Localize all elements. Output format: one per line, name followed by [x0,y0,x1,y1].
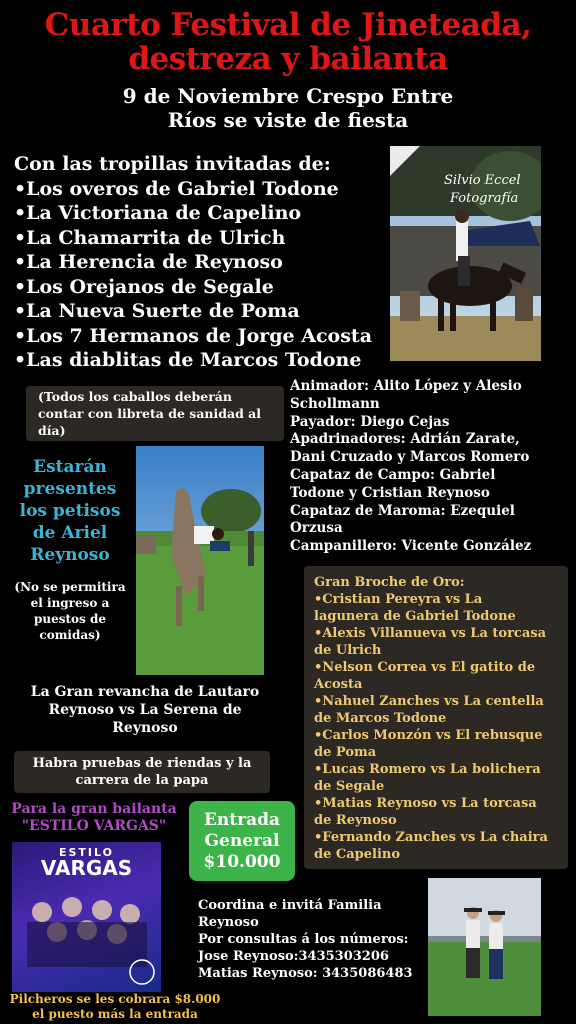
troupe-item: •La Chamarrita de Ulrich [14,226,286,249]
broche-line: •Cristian Pereyra vs La [314,592,483,607]
troupe-item: •Los overos de Gabriel Todone [14,177,339,200]
contact-info [198,897,428,982]
cast-line: Payador: Diego Cejas [290,413,450,430]
festival-title-line1: Cuarto Festival de Jineteada, [44,7,532,43]
broche-line: •Carlos Monzón vs El rebusque [314,728,543,743]
petisos-line: Estarán [33,457,107,477]
bailanta-band-name: "ESTILO VARGAS" [21,818,167,834]
festival-date-line2: Ríos se viste de fiesta [167,108,409,132]
pilcheros-line: Pilcheros se les cobrara $8.000 [9,992,221,1006]
petisos-line: los petisos [19,501,121,521]
festival-date-line1: 9 de Noviembre Crespo Entre [122,84,454,108]
contact-line: Coordina e invitá Familia [198,898,382,913]
troupes-list [14,152,394,373]
estilo-vargas-poster [12,842,161,992]
entrada-price: $10.000 [203,851,281,872]
watermark-name: Silvio Eccel [444,173,521,188]
festival-title-line2: destreza y bailanta [128,41,448,77]
cast-line: Dani Cruzado y Marcos Romero [290,449,530,466]
revancha-line: La Gran revancha de Lautaro [30,684,260,700]
watermark-fotografia: Fotografía [450,191,519,206]
broche-line: Acosta [314,677,363,692]
petisos-line: presentes [23,479,117,499]
revancha-line: Reynoso vs La Serena de [48,702,242,718]
cast-line: Apadrinadores: Adrián Zarate, [290,431,520,448]
troupe-item: •Los 7 Hermanos de Jorge Acosta [14,324,373,347]
broche-line: de Reynoso [314,813,397,828]
broche-line: de Capelino [314,847,401,862]
troupe-item: •La Herencia de Reynoso [14,251,283,273]
no-food-stalls-note [14,579,126,643]
broche-line: •Nahuel Zanches vs La centella [314,694,544,709]
contact-phone: Matias Reynoso: 3435086483 [198,966,413,981]
broche-line: •Fernando Zanches vs La chaira [314,830,548,845]
cast-line: Capataz de Campo: Gabriel [290,466,496,483]
nopermite-line: el ingreso a [30,596,110,610]
broche-line: de Marcos Todone [314,711,447,726]
pilcheros-line: el puesto más la entrada [32,1007,198,1021]
contact-phone: Jose Reynoso:3435303206 [198,949,389,964]
cast-credits [290,378,575,556]
cast-line: Orzusa [290,520,343,537]
broche-heading: Gran Broche de Oro: [314,575,465,590]
broche-line: •Matias Reynoso vs La torcasa [314,796,537,811]
petisos-line: Reynoso [30,545,110,565]
troupe-item: •Las diablitas de Marcos Todone [14,349,362,371]
pilcheros-note [0,992,230,1022]
broche-line: •Nelson Correa vs El gatito de [314,660,536,675]
broche-line: de Ulrich [314,643,382,658]
cast-line: Schollmann [290,395,380,412]
nopermite-line: (No se permitira [14,580,126,594]
contact-line: Reynoso [198,915,259,930]
rearing-horse-photo [136,446,264,675]
poster-brand-small: ESTILO [58,846,114,859]
revancha-announcement [0,683,290,737]
gauchos-photo [428,878,541,1016]
sanidad-note [26,386,284,441]
entrada-line: Entrada [203,809,281,830]
entrada-line: General [204,830,280,851]
troupe-item: •La Victoriana de Capelino [14,202,302,224]
pruebas-line: Habra pruebas de riendas y la [32,756,252,771]
broche-line: de Poma [314,745,377,760]
sanidad-line: (Todos los caballos deberán [38,389,232,404]
cast-line: Capataz de Maroma: Ezequiel [290,502,515,519]
pruebas-line: carrera de la papa [75,773,209,788]
bailanta-label [4,801,184,835]
cast-line: Campanillero: Vicente González [290,538,532,555]
broche-line: •Alexis Villanueva vs La torcasa [314,626,547,641]
sanidad-line: día) [38,423,66,438]
nopermite-line: comidas) [39,628,101,642]
cast-line: Todone y Cristian Reynoso [290,484,490,501]
troupes-intro: Con las tropillas invitadas de: [14,153,331,175]
revancha-line: Reynoso [112,720,178,736]
broche-line: lagunera de Gabriel Todone [314,609,516,624]
petisos-line: de Ariel [32,523,108,543]
entrada-price-badge [189,801,295,881]
troupe-item: •La Nueva Suerte de Poma [14,300,300,322]
broche-line: •Lucas Romero vs La bolichera [314,762,541,777]
sanidad-line: contar con libreta de sanidad al [38,406,262,421]
broche-line: de Segale [314,779,385,794]
petisos-announcement [14,456,126,566]
band-members-graphic [12,882,161,992]
pruebas-note [14,751,270,793]
poster-brand-big: VARGAS [40,856,133,880]
jineteada-photo [390,146,541,361]
gran-broche-list [304,566,568,869]
troupe-item: •Los Orejanos de Segale [14,275,274,298]
contact-line: Por consultas á los números: [198,932,409,947]
nopermite-line: puestos de [33,612,106,626]
cast-line: Animador: Alito López y Alesio [290,378,522,394]
bailanta-line: Para la gran bailanta [11,801,177,817]
